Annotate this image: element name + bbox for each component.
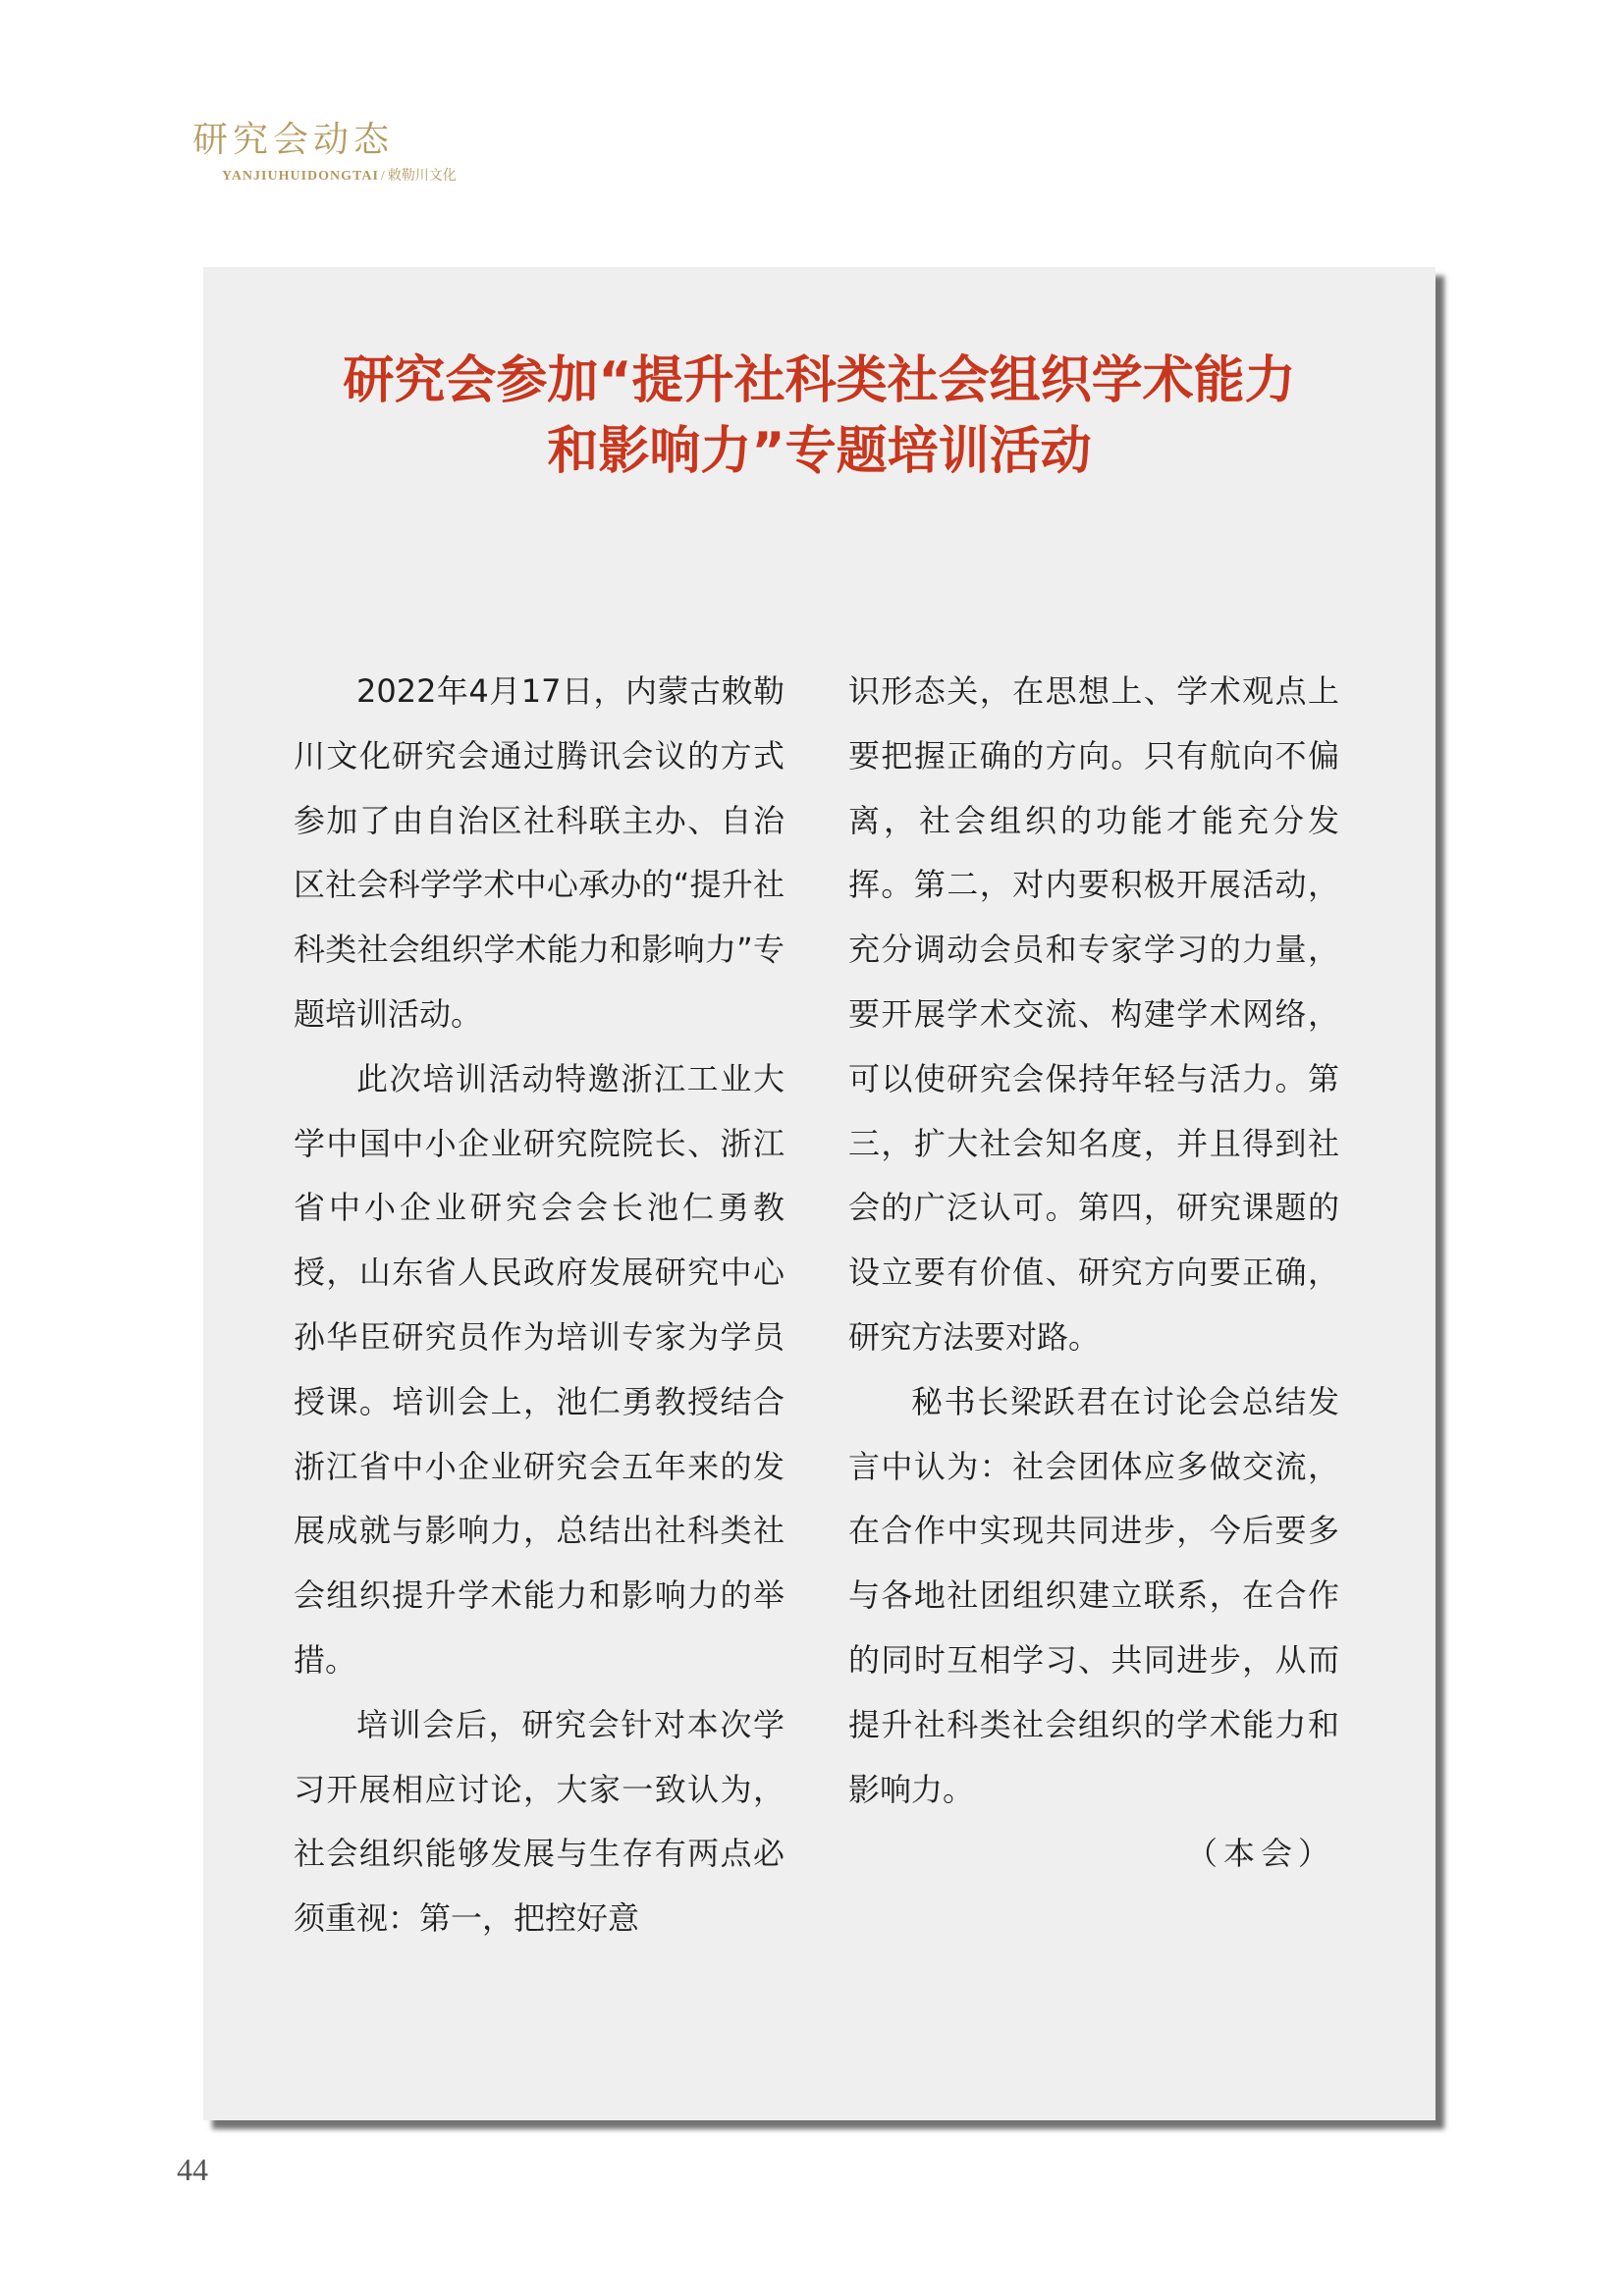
paragraph-continued: 识形态关，在思想上、学术观点上要把握正确的方向。只有航向不偏离，社会组织的功能才能充分发挥。第二，对内要积极开展活动，充分调动会员和专家学习的力量，要开展学术交流、构建学术网络，可以使研究会保持年轻与活力。第三，扩大社会知名度，并且得到社会的广泛认可。第四，研究课题的设立要有价值、研究方向要正确，研究方法要对路。 [848,672,1339,1356]
article-title [203,346,1435,487]
article-title-line-2: 和影响力”专题培训活动 [547,422,1092,481]
header-separator: / [380,169,386,184]
paragraph: 此次培训活动特邀浙江工业大学中国中小企业研究院院长、浙江省中小企业研究会会长池仁勇教授，山东省人民政府发展研究中心孙华臣研究员作为培训专家为学员授课。培训会上，池仁勇教授结合浙江省中小企业研究会五年来的发展成就与影响力，总结出社科类社会组织提升学术能力和影响力的举措。 [294,1059,785,1679]
page-number: 44 [177,2152,208,2187]
article-column-right [848,660,1339,1887]
article-signature: （本会） [1185,1835,1335,1873]
section-title: 研究会动态 [192,120,395,160]
article-panel [203,267,1435,2120]
article-column-left [294,660,785,1951]
section-subtitle [222,165,457,185]
article-title-line-1: 研究会参加“提升社科类社会组织学术能力 [343,351,1296,410]
section-pinyin: YANJIUHUIDONGTAI [222,169,379,184]
section-header [192,118,457,185]
paragraph: 培训会后，研究会针对本次学习开展相应讨论，大家一致认为，社会组织能够发展与生存有两点必须重视：第一，把控好意 [294,1705,785,1938]
paragraph: 2022年4月17日，内蒙古敕勒川文化研究会通过腾讯会议的方式参加了由自治区社科联主办、自治区社会科学学术中心承办的“提升社科类社会组织学术能力和影响力”专题培训活动。 [294,672,785,1033]
paragraph: 秘书长梁跃君在讨论会总结发言中认为：社会团体应多做交流，在合作中实现共同进步，今后要多与各地社团组织建立联系，在合作的同时互相学习、共同进步，从而提升社科类社会组织的学术能力和影响力。 [848,1382,1339,1808]
publication-name: 敕勒川文化 [387,169,457,184]
